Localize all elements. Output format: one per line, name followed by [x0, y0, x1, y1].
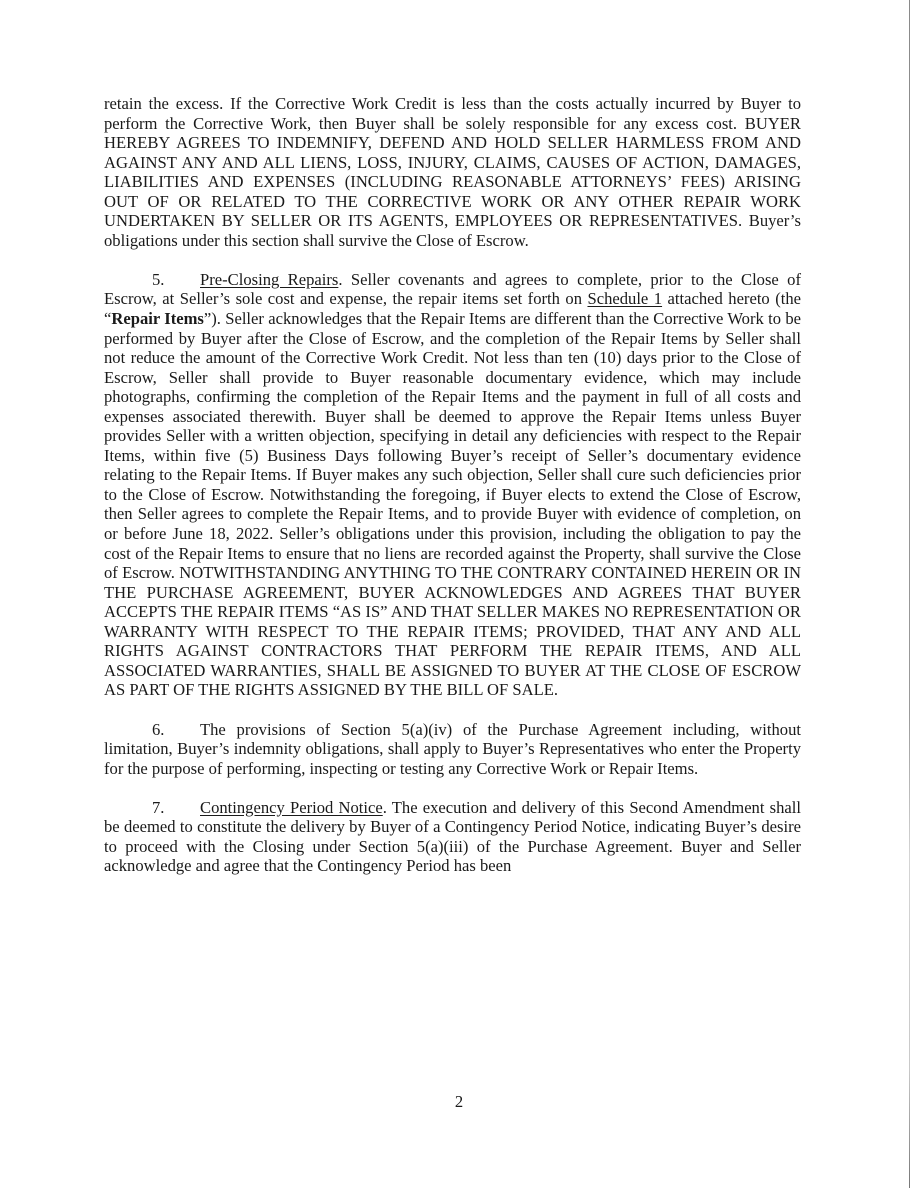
document-body: [104, 94, 801, 895]
section-6-indemnity: [104, 720, 801, 779]
schedule-reference: Schedule 1: [587, 289, 663, 309]
section-heading: Contingency Period Notice: [200, 797, 383, 817]
section-number: 7.: [152, 797, 165, 817]
section-text: attached hereto (the “: [104, 289, 801, 329]
section-5-pre-closing-repairs: [104, 270, 801, 700]
page-number: 2: [454, 1092, 464, 1111]
section-heading: Pre-Closing Repairs: [200, 269, 339, 289]
section-text: . Seller covenants and agrees to complete, prior to the Close of Escrow, at Seller’s sole cost and expense, the repair items set forth on: [104, 269, 801, 309]
section-text: . The execution and delivery of this Second Amendment shall be deemed to constitute the delivery by Buyer of a Contingency Period Notice, indicating Buyer’s desire to proceed with the Closing under Section 5(a)(iii) of the Purchase Agreement. Buyer and Seller acknowledge and agree that the Contingency Period has been: [104, 797, 801, 876]
section-text: The provisions of Section 5(a)(iv) of the Purchase Agreement including, without limitation, Buyer’s indemnity obligations, shall apply to Buyer’s Representatives who enter the Property for the purpose of performing, inspecting or testing any Corrective Work or Repair Items.: [104, 719, 801, 778]
defined-term: Repair Items: [111, 309, 204, 329]
section-number: 5.: [152, 269, 165, 289]
scanned-page-edge: [909, 0, 910, 1188]
section-7-contingency-period-notice: [104, 798, 801, 876]
intro-paragraph: retain the excess. If the Corrective Work Credit is less than the costs actually incurred by Buyer to perform the Corrective Work, then Buyer shall be solely responsible for any excess cost. BUYER HEREBY AGREES TO INDEMNIFY, DEFEND AND HOLD SELLER HARMLESS FROM AND AGAINST ANY AND ALL LIENS, LOSS, INJURY, CLAIMS, CAUSES OF ACTION, DAMAGES, LIABILITIES AND EXPENSES (INCLUDING REASONABLE ATTORNEYS’ FEES) ARISING OUT OF OR RELATED TO THE CORRECTIVE WORK OR ANY OTHER REPAIR WORK UNDERTAKEN BY SELLER OR ITS AGENTS, EMPLOYEES OR REPRESENTATIVES. Buyer’s obligations under this section shall survive the Close of Escrow.: [104, 94, 801, 250]
section-text: ”). Seller acknowledges that the Repair Items are different than the Corrective Work to be performed by Buyer after the Close of Escrow, and the completion of the Repair Items by Seller shall not reduce the amount of the Corrective Work Credit. Not less than ten (10) days prior to the Close of Escrow, Seller shall provide to Buyer reasonable documentary evidence, which may include photographs, confirming the completion of the Repair Items and the payment in full of all costs and expenses associated therewith. Buyer shall be deemed to approve the Repair Items unless Buyer provides Seller with a written objection, specifying in detail any deficiencies with respect to the Repair Items, within five (5) Business Days following Buyer’s receipt of Seller’s documentary evidence relating to the Repair Items. If Buyer makes any such objection, Seller shall cure such deficiencies prior to the Close of Escrow. Notwithstanding the foregoing, if Buyer elects to extend the Close of Escrow, then Seller agrees to complete the Repair Items, and to provide Buyer with evidence of completion, on or before June 18, 2022. Seller’s obligations under this provision, including the obligation to pay the cost of the Repair Items to ensure that no liens are recorded against the Property, shall survive the Close of Escrow. NOTWITHSTANDING ANYTHING TO THE CONTRARY CONTAINED HEREIN OR IN THE PURCHASE AGREEMENT, BUYER ACKNOWLEDGES AND AGREES THAT BUYER ACCEPTS THE REPAIR ITEMS “AS IS” AND THAT SELLER MAKES NO REPRESENTATION OR WARRANTY WITH RESPECT TO THE REPAIR ITEMS; PROVIDED, THAT ANY AND ALL RIGHTS AGAINST CONTRACTORS THAT PERFORM THE REPAIR ITEMS, AND ALL ASSOCIATED WARRANTIES, SHALL BE ASSIGNED TO BUYER AT THE CLOSE OF ESCROW AS PART OF THE RIGHTS ASSIGNED BY THE BILL OF SALE.: [104, 309, 801, 700]
section-number: 6.: [152, 719, 165, 739]
